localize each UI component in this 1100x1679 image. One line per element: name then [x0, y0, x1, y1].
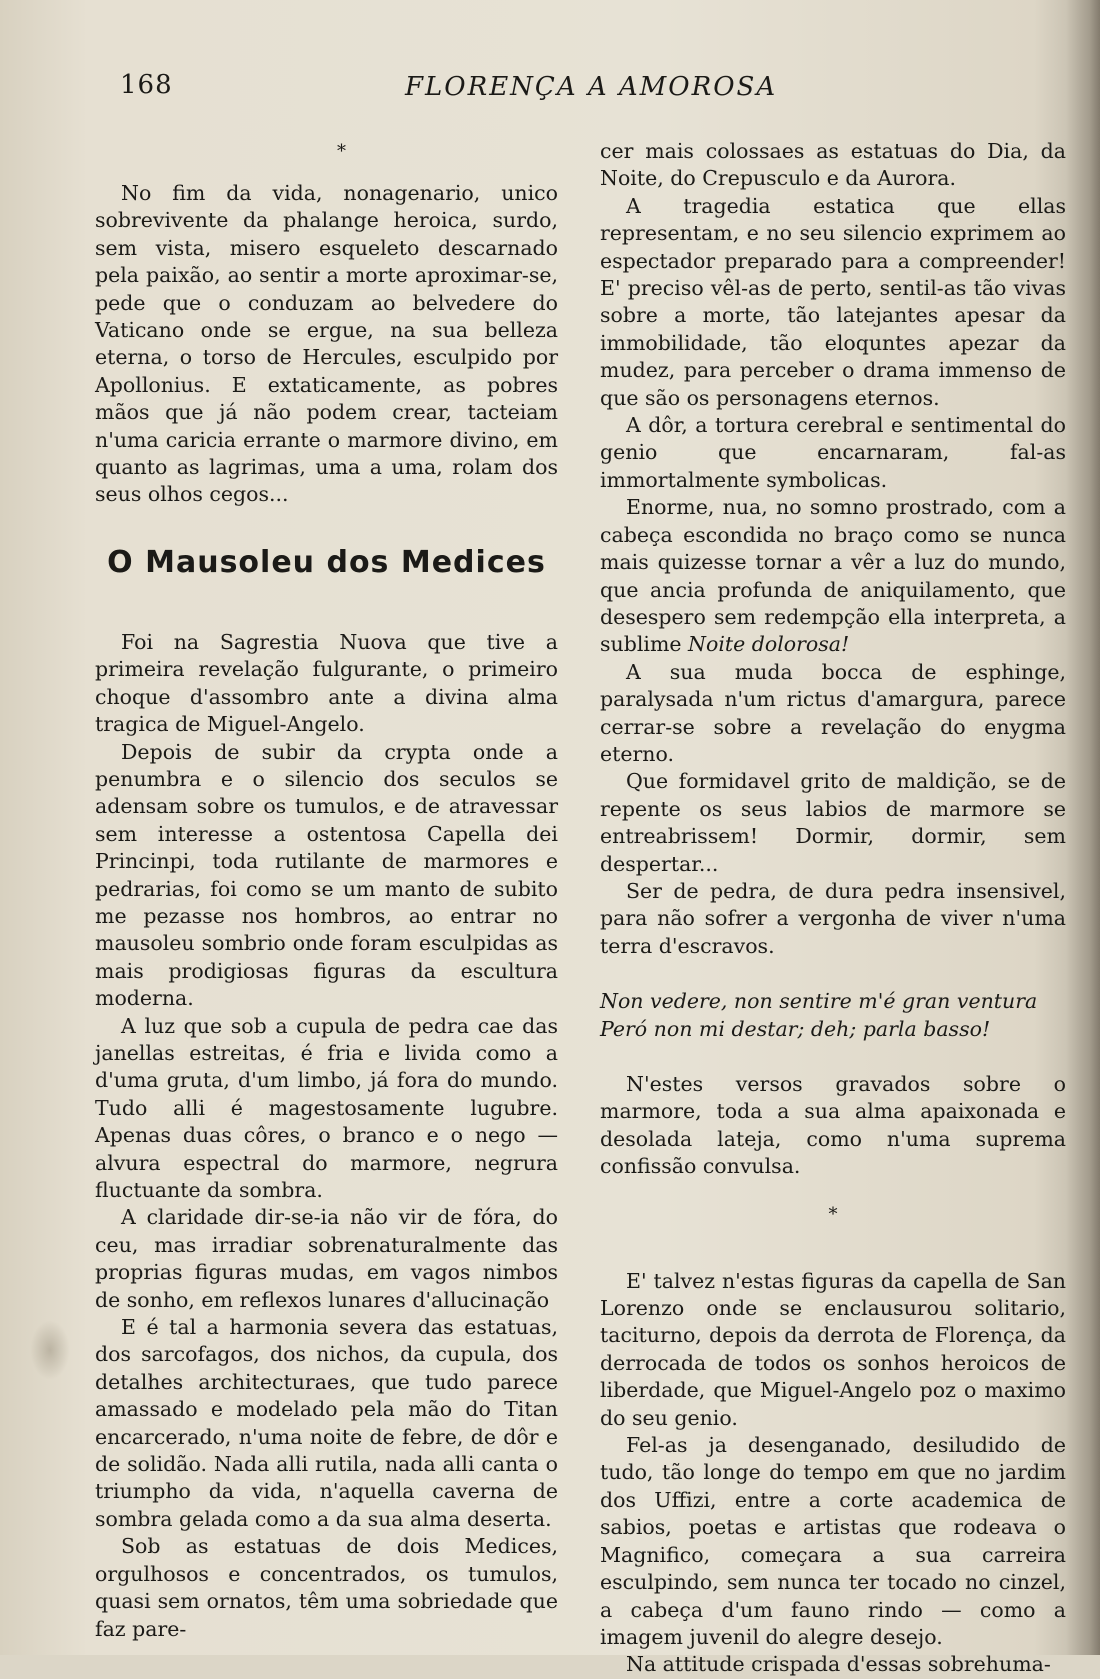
page-header	[0, 70, 1100, 110]
body-paragraph: A claridade dir-se-ia não vir de fóra, do ceu, mas irradiar sobrenaturalmente das proprias figuras mudas, em vagos nimbos de sonho, em reflexos lunares d'allucinação	[95, 1205, 558, 1312]
asterisk-ornament: *	[337, 141, 346, 162]
body-paragraph: N'estes versos gravados sobre o marmore, toda a sua alma apaixonada e desolada lateja, como n'uma suprema confissão convulsa.	[600, 1072, 1066, 1179]
margin-stain	[30, 1320, 70, 1380]
enorme-text: Enorme, nua, no somno prostrado, com a cabeça escondida no braço como se nunca mais quizesse tornar a vêr a luz do mundo, que ancia profunda de aniquilamento, que desespero sem redempção ella interpreta, a sublime	[600, 495, 1066, 657]
body-paragraph: E é tal a harmonia severa das estatuas, dos sarcofagos, dos nichos, da cupula, dos detalhes architecturaes, que tudo parece amassado e modelado pela mão do Titan encarcerado, n'uma noite de febre, de dôr e de solidão. Nada alli rutila, nada alli canta o triumpho da vida, n'aquella caverna de sombra gelada como a da sua alma deserta.	[95, 1315, 558, 1531]
body-paragraph: Sob as estatuas de dois Medices, orgulhosos e concentrados, os tumulos, quasi sem ornatos, têm uma sobriedade que faz pare-	[95, 1534, 558, 1641]
left-column	[95, 138, 558, 1643]
body-paragraph: E' talvez n'estas figuras da capella de San Lorenzo onde se enclausurou solitario, taciturno, depois da derrota de Florença, da derrocada de todos os sonhos heroicos de liberdade, que Miguel-Angelo poz o maximo do seu genio.	[600, 1268, 1066, 1430]
body-paragraph: A tragedia estatica que ellas representam, e no seu silencio exprimem ao espectador preparado para a compreender! E' preciso vêl-as de perto, sentil-as tão vivas sobre a morte, tão latejantes apesar da immobilidade, tão eloquntes apezar da mudez, para perceber o drama immenso de que são os personagens eternos.	[600, 193, 1066, 410]
body-paragraph: Foi na Sagrestia Nuova que tive a primeira revelação fulgurante, o primeiro choque d'assombro ante a divina alma tragica de Miguel-Angelo.	[95, 629, 558, 737]
page-number: 168	[120, 70, 173, 100]
body-paragraph-noite	[600, 494, 1066, 658]
body-paragraph: A sua muda bocca de esphinge, paralysada n'um rictus d'amargura, parece cerrar-se sobre a revelação do enygma eterno.	[600, 659, 1066, 766]
noite-dolorosa-italic: Noite dolorosa!	[688, 632, 850, 657]
intro-paragraph: No fim da vida, nonagenario, unico sobrevivente da phalange heroica, surdo, sem vista, misero esqueleto descarnado pela paixão, ao sentir a morte aproximar-se, pede que o conduzam ao belvedere do Vaticano onde se ergue, na sua belleza eterna, o torso de Hercules, esculpido por Apollonius. E extaticamente, as pobres mãos que já não podem crear, tacteiam n'uma caricia errante o marmore divino, em quanto as lagrimas, uma a uma, rolam dos seus olhos cegos...	[95, 181, 558, 507]
section-heading: O Mausoleu dos Medices	[107, 544, 546, 580]
body-paragraph: A dôr, a tortura cerebral e sentimental do genio que encarnaram, fal-as immortalmente symbolicas.	[600, 413, 1066, 492]
body-paragraph: Depois de subir da crypta onde a penumbra e o silencio dos seculos se adensam sobre os tumulos, e de atravessar sem interesse a ostentosa Capella dei Princinpi, toda rutilante de marmores e pedrarias, foi como se um manto de subito me pezasse nos hombros, ao entrar no mausoleu sombrio onde foram esculpidas as mais prodigiosas figuras da escultura moderna.	[95, 739, 558, 1011]
body-paragraph: Na attitude crispada d'essas sobrehuma-	[626, 1652, 1051, 1677]
asterisk-ornament: *	[828, 1203, 838, 1225]
verse-line: Non vedere, non sentire m'é gran ventura	[600, 989, 1038, 1014]
verse-line: Peró non mi destar; deh; parla basso!	[600, 1016, 991, 1041]
italian-verse	[600, 988, 1066, 1043]
body-paragraph: A luz que sob a cupula de pedra cae das janellas estreitas, é fria e livida como a d'uma gruta, d'um limbo, já fora do mundo. Tudo alli é magestosamente lugubre. Apenas duas côres, o branco e o nego — alvura espectral do marmore, negrura fluctuante da sombra.	[95, 1013, 558, 1202]
body-paragraph: Que formidavel grito de maldição, se de repente os seus labios de marmore se entreabrissem! Dormir, dormir, sem despertar...	[600, 769, 1066, 876]
right-column	[600, 138, 1066, 1679]
body-paragraph: Ser de pedra, de dura pedra insensivel, para não sofrer a vergonha de viver n'uma terra d'escravos.	[600, 878, 1066, 958]
page-edge-shadow	[1066, 0, 1100, 1655]
continuation-paragraph: cer mais colossaes as estatuas do Dia, da Noite, do Crepusculo e da Aurora.	[600, 139, 1066, 191]
body-paragraph: Fel-as ja desenganado, desiludido de tudo, tão longe do tempo em que no jardim dos Uffizi, entre a corte academica de sabios, poetas e artistas que rodeava o Magnifico, começara a sua carreira esculpindo, sem nunca ter tocado no cinzel, a cabeça d'um fauno rindo — como a imagem juvenil do alegre desejo.	[600, 1433, 1066, 1649]
running-title: FLORENÇA A AMOROSA	[405, 72, 778, 102]
